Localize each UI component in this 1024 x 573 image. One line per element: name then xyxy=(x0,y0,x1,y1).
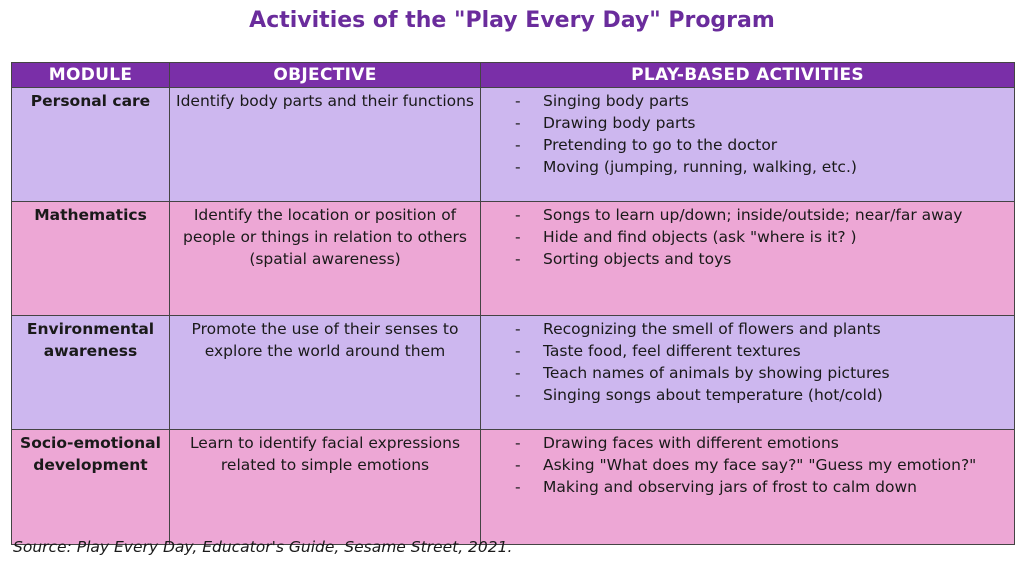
page-title: Activities of the "Play Every Day" Program xyxy=(249,8,775,33)
header-objective: OBJECTIVE xyxy=(170,63,481,88)
activity-text: Moving (jumping, running, walking, etc.) xyxy=(543,158,857,176)
dash-bullet: - xyxy=(515,342,521,360)
source-caption: Source: Play Every Day, Educator's Guide, Sesame Street, 2021. xyxy=(13,538,513,556)
activity-text: Drawing faces with different emotions xyxy=(543,434,839,452)
dash-bullet: - xyxy=(515,158,521,176)
list-item xyxy=(481,248,1008,270)
activities-list xyxy=(481,202,1014,270)
activities-list xyxy=(481,316,1014,406)
activity-text: Teach names of animals by showing pictures xyxy=(543,364,890,382)
activities-cell xyxy=(481,316,1015,430)
activity-text: Singing body parts xyxy=(543,92,689,110)
dash-bullet: - xyxy=(515,456,521,474)
activities-cell xyxy=(481,202,1015,316)
list-item xyxy=(481,340,1008,362)
header-row xyxy=(12,63,1015,88)
objective-cell: Identify the location or position of people or things in relation to others (spatial awareness) xyxy=(170,202,481,316)
table-row xyxy=(12,88,1015,202)
list-item xyxy=(481,134,1008,156)
module-cell: Personal care xyxy=(12,88,170,202)
activities-list xyxy=(481,88,1014,178)
dash-bullet: - xyxy=(515,364,521,382)
module-cell: Socio-emotional development xyxy=(12,430,170,545)
list-item xyxy=(481,384,1008,406)
list-item xyxy=(481,476,1008,498)
dash-bullet: - xyxy=(515,250,521,268)
header-activities: PLAY-BASED ACTIVITIES xyxy=(481,63,1015,88)
list-item xyxy=(481,454,1008,476)
module-cell: Environmental awareness xyxy=(12,316,170,430)
activity-text: Recognizing the smell of flowers and plants xyxy=(543,320,881,338)
list-item xyxy=(481,226,1008,248)
dash-bullet: - xyxy=(515,228,521,246)
list-item xyxy=(481,432,1008,454)
table-row xyxy=(12,316,1015,430)
objective-cell: Promote the use of their senses to explore the world around them xyxy=(170,316,481,430)
activity-text: Singing songs about temperature (hot/cold) xyxy=(543,386,883,404)
list-item xyxy=(481,156,1008,178)
activities-table xyxy=(11,62,1015,545)
activity-text: Songs to learn up/down; inside/outside; near/far away xyxy=(543,206,963,224)
activities-cell xyxy=(481,88,1015,202)
list-item xyxy=(481,318,1008,340)
dash-bullet: - xyxy=(515,434,521,452)
dash-bullet: - xyxy=(515,92,521,110)
dash-bullet: - xyxy=(515,206,521,224)
activity-text: Taste food, feel different textures xyxy=(543,342,801,360)
list-item xyxy=(481,362,1008,384)
objective-cell: Identify body parts and their functions xyxy=(170,88,481,202)
activity-text: Pretending to go to the doctor xyxy=(543,136,778,154)
list-item xyxy=(481,90,1008,112)
activity-text: Making and observing jars of frost to calm down xyxy=(543,478,917,496)
list-item xyxy=(481,112,1008,134)
dash-bullet: - xyxy=(515,136,521,154)
dash-bullet: - xyxy=(515,114,521,132)
activity-text: Sorting objects and toys xyxy=(543,250,732,268)
activity-text: Drawing body parts xyxy=(543,114,696,132)
header-module: MODULE xyxy=(12,63,170,88)
activities-list xyxy=(481,430,1014,498)
table-row xyxy=(12,202,1015,316)
activity-text: Hide and find objects (ask "where is it? ) xyxy=(543,228,857,246)
table-row xyxy=(12,430,1015,545)
dash-bullet: - xyxy=(515,320,521,338)
activities-cell xyxy=(481,430,1015,545)
list-item xyxy=(481,204,1008,226)
objective-cell: Learn to identify facial expressions related to simple emotions xyxy=(170,430,481,545)
dash-bullet: - xyxy=(515,386,521,404)
activity-text: Asking "What does my face say?" "Guess my emotion?" xyxy=(543,456,977,474)
dash-bullet: - xyxy=(515,478,521,496)
module-cell: Mathematics xyxy=(12,202,170,316)
